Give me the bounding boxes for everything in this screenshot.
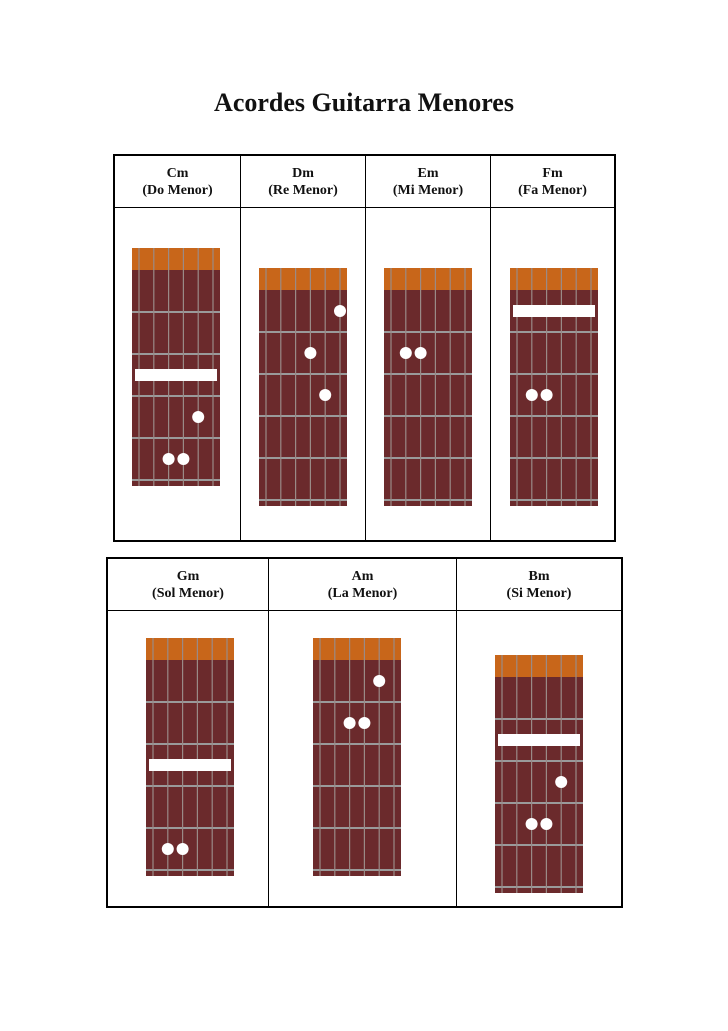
nut xyxy=(259,268,347,290)
fretboard-diagram xyxy=(146,638,234,876)
chord-cell-em xyxy=(365,156,490,540)
finger-dot xyxy=(541,389,553,401)
chord-label: (Do Menor) xyxy=(142,183,213,198)
nut xyxy=(313,638,401,660)
fretboard-diagram xyxy=(510,268,598,506)
fretboard-diagram xyxy=(132,248,220,486)
chord-header xyxy=(241,156,365,208)
fretboard-diagram xyxy=(259,268,347,506)
fretboard-background xyxy=(510,268,598,506)
nut xyxy=(495,655,583,677)
fretboard-background xyxy=(384,268,472,506)
finger-dot xyxy=(163,453,175,465)
nut xyxy=(384,268,472,290)
barre-marker xyxy=(135,369,217,381)
chord-label: (Sol Menor) xyxy=(152,586,224,601)
fretboard-background xyxy=(132,248,220,486)
chord-table-bottom xyxy=(106,557,623,908)
finger-dot xyxy=(400,347,412,359)
finger-dot xyxy=(344,717,356,729)
finger-dot xyxy=(162,843,174,855)
barre-marker xyxy=(498,734,580,746)
chord-header xyxy=(115,156,240,208)
nut xyxy=(510,268,598,290)
finger-dot xyxy=(555,776,567,788)
chord-header xyxy=(457,559,621,611)
chord-cell-gm xyxy=(108,559,268,906)
finger-dot xyxy=(373,675,385,687)
chord-cell-fm xyxy=(490,156,614,540)
barre-marker xyxy=(149,759,231,771)
finger-dot xyxy=(192,411,204,423)
fretboard-diagram xyxy=(495,655,583,893)
chord-label: (Si Menor) xyxy=(506,586,572,601)
finger-dot xyxy=(177,453,189,465)
chord-header xyxy=(491,156,614,208)
nut xyxy=(132,248,220,270)
barre-marker xyxy=(513,305,595,317)
finger-dot xyxy=(526,389,538,401)
chord-header xyxy=(108,559,268,611)
fretboard-background xyxy=(495,655,583,893)
finger-dot xyxy=(526,818,538,830)
chord-label: (Mi Menor) xyxy=(392,183,464,198)
chord-cell-bm xyxy=(456,559,621,906)
chord-name: Fm xyxy=(542,166,563,181)
finger-dot xyxy=(177,843,189,855)
fretboard-diagram xyxy=(313,638,401,876)
chord-name: Gm xyxy=(176,569,200,584)
chord-cell-am xyxy=(268,559,456,906)
fretboard-background xyxy=(313,638,401,876)
chord-label: (Fa Menor) xyxy=(518,183,587,198)
chord-table-top xyxy=(113,154,616,542)
chord-header xyxy=(269,559,456,611)
chord-name: Dm xyxy=(292,166,314,181)
nut xyxy=(146,638,234,660)
chord-cell-dm xyxy=(240,156,365,540)
finger-dot xyxy=(334,305,346,317)
finger-dot xyxy=(319,389,331,401)
finger-dot xyxy=(540,818,552,830)
chord-name: Em xyxy=(417,166,439,181)
chord-label: (Re Menor) xyxy=(268,183,338,198)
finger-dot xyxy=(415,347,427,359)
fretboard-diagram xyxy=(384,268,472,506)
finger-dot xyxy=(358,717,370,729)
page-title: Acordes Guitarra Menores xyxy=(214,88,514,117)
fretboard-background xyxy=(259,268,347,506)
fretboard-background xyxy=(146,638,234,876)
chord-name: Bm xyxy=(528,569,550,584)
chord-label: (La Menor) xyxy=(327,586,398,601)
chord-name: Am xyxy=(351,569,374,584)
finger-dot xyxy=(304,347,316,359)
chord-cell-cm xyxy=(115,156,240,540)
chord-header xyxy=(366,156,490,208)
chord-name: Cm xyxy=(166,166,189,181)
